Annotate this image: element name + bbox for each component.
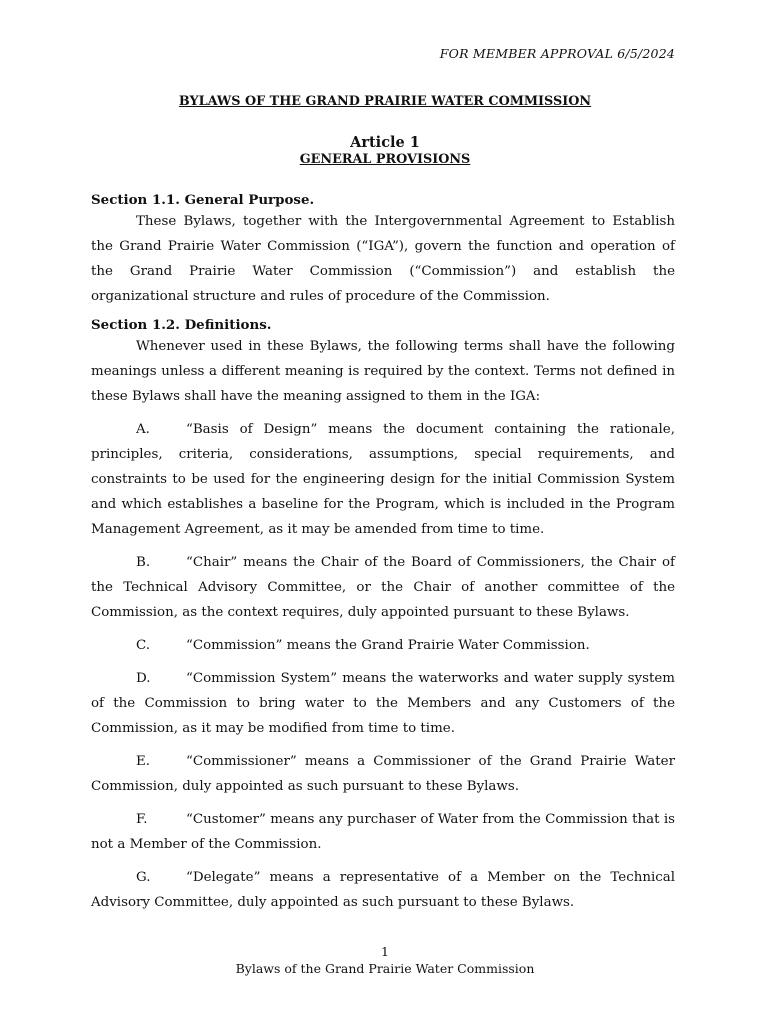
article-name: GENERAL PROVISIONS	[299, 152, 471, 167]
definition-item	[91, 807, 675, 857]
definition-text: “Commission System” means the waterworks and water supply system of the Commission to bring water to the Members and any Customers of the Commission, as it may be modified from time to time.	[91, 671, 675, 736]
definition-item	[91, 749, 675, 799]
definition-letter: A.	[136, 422, 150, 437]
approval-header: FOR MEMBER APPROVAL 6/5/2024	[439, 46, 675, 61]
definition-item	[91, 550, 675, 625]
section-1-2-text: Whenever used in these Bylaws, the following terms shall have the following meanings unless a different meaning is required by the context. Terms not defined in these Bylaws shall have the meaning assigned to them in the IGA:	[91, 339, 675, 404]
definition-text: “Basis of Design” means the document containing the rationale, principles, criteria, considerations, assumptions, special requirements, and constraints to be used for the engineering design for the initial Commission System and which establishes a baseline for the Program, which is included in the Program Management Agreement, as it may be amended from time to time.	[91, 422, 675, 537]
definition-letter: D.	[136, 671, 151, 686]
definition-item	[91, 865, 675, 915]
definition-letter: E.	[136, 754, 151, 769]
definition-item	[91, 633, 675, 658]
definition-text: “Delegate” means a representative of a Member on the Technical Advisory Committee, duly appointed as such pursuant to these Bylaws.	[91, 870, 675, 910]
document-title: BYLAWS OF THE GRAND PRAIRIE WATER COMMISSION	[178, 94, 592, 109]
definition-text: “Commissioner” means a Commissioner of the Grand Prairie Water Commission, duly appointed as such pursuant to these Bylaws.	[91, 754, 675, 794]
definition-text: “Commission” means the Grand Prairie Water Commission.	[186, 638, 590, 653]
definition-item	[91, 417, 675, 542]
definition-text: “Customer” means any purchaser of Water from the Commission that is not a Member of the Commission.	[91, 812, 675, 852]
definition-letter: G.	[136, 870, 151, 885]
page-number: 1	[381, 944, 389, 959]
definition-item	[91, 666, 675, 741]
article-number: Article 1	[350, 134, 420, 151]
definition-letter: B.	[136, 555, 151, 570]
section-1-2-heading: Section 1.2. Definitions.	[91, 317, 272, 333]
section-1-1-text: These Bylaws, together with the Intergovernmental Agreement to Establish the Grand Prairie Water Commission (“IGA”), govern the function and operation of the Grand Prairie Water Commission (“Commission”) and establish the organizational structure and rules of procedure of the Commission.	[91, 214, 675, 304]
definition-text: “Chair” means the Chair of the Board of Commissioners, the Chair of the Technical Advisory Committee, or the Chair of another committee of the Commission, as the context requires, duly appointed pursuant to these Bylaws.	[91, 555, 675, 620]
definition-letter: C.	[136, 638, 151, 653]
document-body	[91, 192, 675, 923]
definition-letter: F.	[136, 812, 148, 827]
section-1-1-heading: Section 1.1. General Purpose.	[91, 192, 315, 208]
footer-document-name: Bylaws of the Grand Prairie Water Commission	[235, 961, 535, 976]
